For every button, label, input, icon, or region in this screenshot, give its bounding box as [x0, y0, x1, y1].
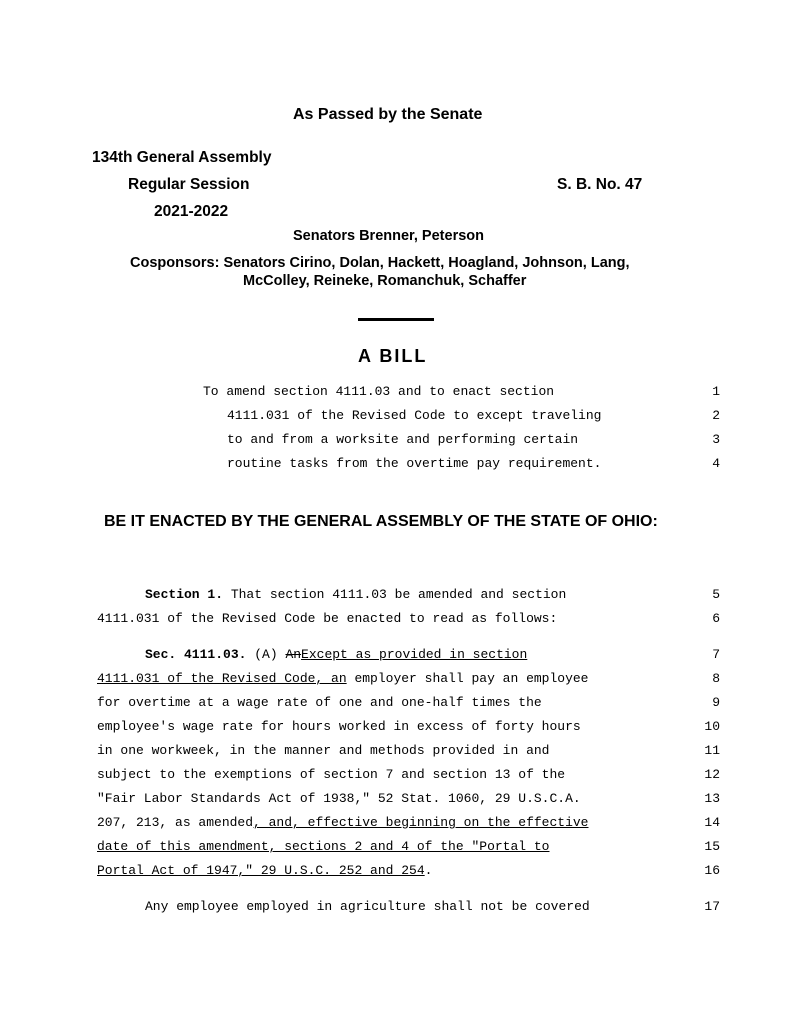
- session: Regular Session: [128, 176, 250, 193]
- line-number: 17: [704, 899, 720, 914]
- line-number: 4: [712, 456, 720, 471]
- inserted-text: , and, effective beginning on the effective: [253, 815, 589, 830]
- body-line-17: Any employee employed in agriculture shall not be covered: [145, 899, 590, 914]
- line-number: 1: [712, 384, 720, 399]
- line-number: 16: [704, 863, 720, 878]
- enacting-clause: BE IT ENACTED BY THE GENERAL ASSEMBLY OF THE STATE OF OHIO:: [104, 513, 658, 530]
- body-text: (A): [246, 647, 286, 662]
- line-number: 9: [712, 695, 720, 710]
- body-line-7: [145, 647, 527, 662]
- body-line-11: in one workweek, in the manner and methods provided in and: [97, 743, 550, 758]
- body-line-12: subject to the exemptions of section 7 and section 13 of the: [97, 767, 566, 782]
- inserted-text: 4111.031 of the Revised Code, an: [97, 671, 347, 686]
- line-number: 14: [704, 815, 720, 830]
- body-text: .: [424, 863, 433, 878]
- title-line: to and from a worksite and performing certain: [227, 432, 579, 447]
- body-line-6: 4111.031 of the Revised Code be enacted to read as follows:: [97, 611, 558, 626]
- line-number: 6: [712, 611, 720, 626]
- sponsors: Senators Brenner, Peterson: [293, 228, 484, 244]
- line-number: 3: [712, 432, 720, 447]
- body-text: 207, 213, as amended: [97, 815, 254, 830]
- line-number: 8: [712, 671, 720, 686]
- general-assembly: 134th General Assembly: [92, 149, 272, 166]
- session-years: 2021-2022: [154, 203, 229, 220]
- body-text: That section 4111.03 be amended and section: [223, 587, 567, 602]
- line-number: 13: [704, 791, 720, 806]
- body-line-14: [97, 815, 589, 830]
- body-text: employer shall pay an employee: [346, 671, 589, 686]
- line-number: 11: [704, 743, 720, 758]
- inserted-text: Except as provided in section: [301, 647, 528, 662]
- line-number: 7: [712, 647, 720, 662]
- cosponsors-line-1: Cosponsors: Senators Cirino, Dolan, Hackett, Hoagland, Johnson, Lang,: [130, 255, 630, 271]
- body-line-15: [97, 839, 549, 854]
- section-label: Section 1.: [145, 587, 224, 602]
- bill-status: As Passed by the Senate: [293, 106, 483, 123]
- body-line-10: employee's wage rate for hours worked in excess of forty hours: [97, 719, 581, 734]
- inserted-text: date of this amendment, sections 2 and 4 of the "Portal to: [97, 839, 550, 854]
- line-number: 10: [704, 719, 720, 734]
- bill-heading: A BILL: [358, 346, 428, 366]
- line-number: 15: [704, 839, 720, 854]
- divider-rule: [358, 318, 434, 321]
- line-number: 2: [712, 408, 720, 423]
- section-label: Sec. 4111.03.: [145, 647, 247, 662]
- cosponsors-line-2: McColley, Reineke, Romanchuk, Schaffer: [243, 273, 527, 289]
- title-line: routine tasks from the overtime pay requirement.: [227, 456, 602, 471]
- line-number: 12: [704, 767, 720, 782]
- body-line-13: "Fair Labor Standards Act of 1938," 52 Stat. 1060, 29 U.S.C.A.: [97, 791, 581, 806]
- body-line-9: for overtime at a wage rate of one and one-half times the: [97, 695, 542, 710]
- line-number: 5: [712, 587, 720, 602]
- title-line: To amend section 4111.03 and to enact section: [203, 384, 555, 399]
- body-line-16: [97, 863, 432, 878]
- struck-text: An: [285, 647, 302, 662]
- bill-number: S. B. No. 47: [557, 176, 643, 193]
- body-line-5: [145, 587, 566, 602]
- title-line: 4111.031 of the Revised Code to except traveling: [227, 408, 602, 423]
- body-line-8: [97, 671, 588, 686]
- inserted-text: Portal Act of 1947," 29 U.S.C. 252 and 254: [97, 863, 425, 878]
